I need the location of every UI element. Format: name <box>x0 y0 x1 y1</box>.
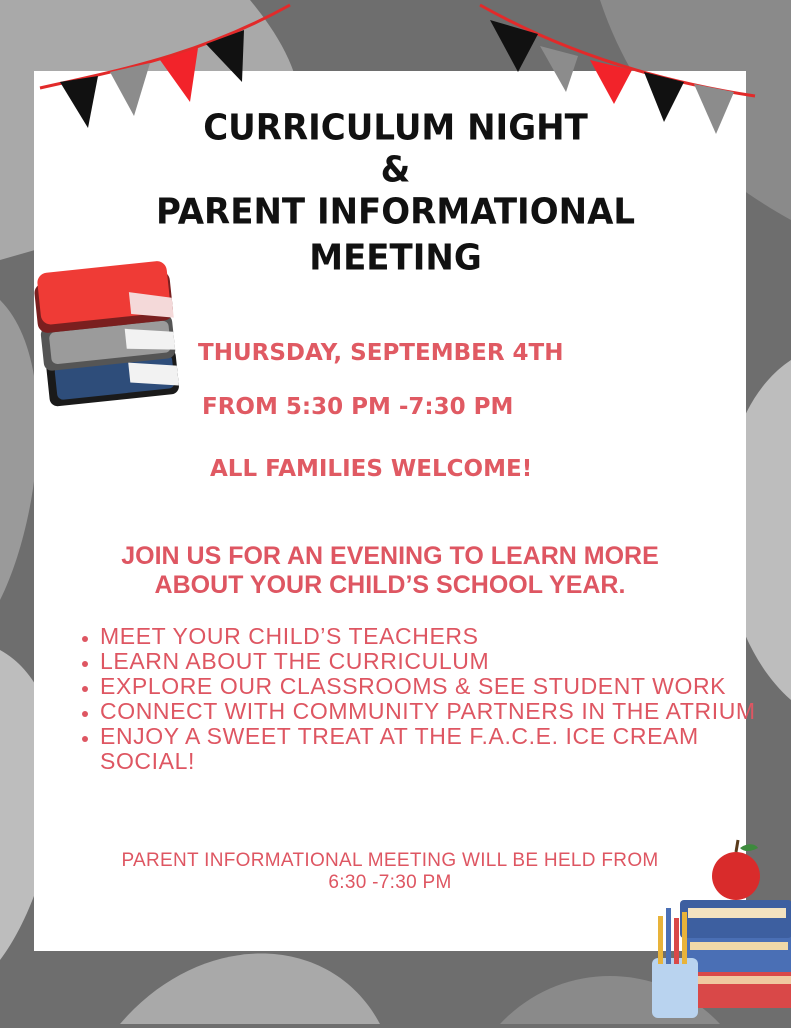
intro-line-1: JOIN US FOR AN EVENING TO LEARN MORE <box>121 542 659 570</box>
list-item: • ENJOY A SWEET TREAT AT THE F.A.C.E. ICE CREAM SOCIAL! <box>100 724 760 774</box>
title-line-2: & <box>380 149 411 191</box>
intro-line-2: ABOUT YOUR CHILD’S SCHOOL YEAR. <box>154 571 626 599</box>
intro-text <box>60 542 720 600</box>
title-line-1: CURRICULUM NIGHT <box>203 107 588 149</box>
event-date: THURSDAY, SEPTEMBER 4TH <box>198 340 564 366</box>
activities-list <box>76 624 760 774</box>
list-item: • CONNECT WITH COMMUNITY PARTNERS IN THE ATRIUM <box>100 699 760 724</box>
apple-books-pencils-icon <box>640 838 791 1028</box>
meeting-note-line-2: 6:30 -7:30 PM <box>328 872 452 893</box>
meeting-note <box>60 850 720 894</box>
list-item: • LEARN ABOUT THE CURRICULUM <box>100 649 760 674</box>
event-time: FROM 5:30 PM -7:30 PM <box>202 394 514 420</box>
list-item: • EXPLORE OUR CLASSROOMS & SEE STUDENT WORK <box>100 674 760 699</box>
title-line-4: MEETING <box>309 237 482 279</box>
title-line-3: PARENT INFORMATIONAL <box>155 191 636 233</box>
meeting-note-line-1: PARENT INFORMATIONAL MEETING WILL BE HELD FROM <box>121 850 659 871</box>
list-item: • MEET YOUR CHILD’S TEACHERS <box>100 624 760 649</box>
welcome-text: ALL FAMILIES WELCOME! <box>210 456 533 482</box>
book-stack-icon <box>34 252 194 432</box>
